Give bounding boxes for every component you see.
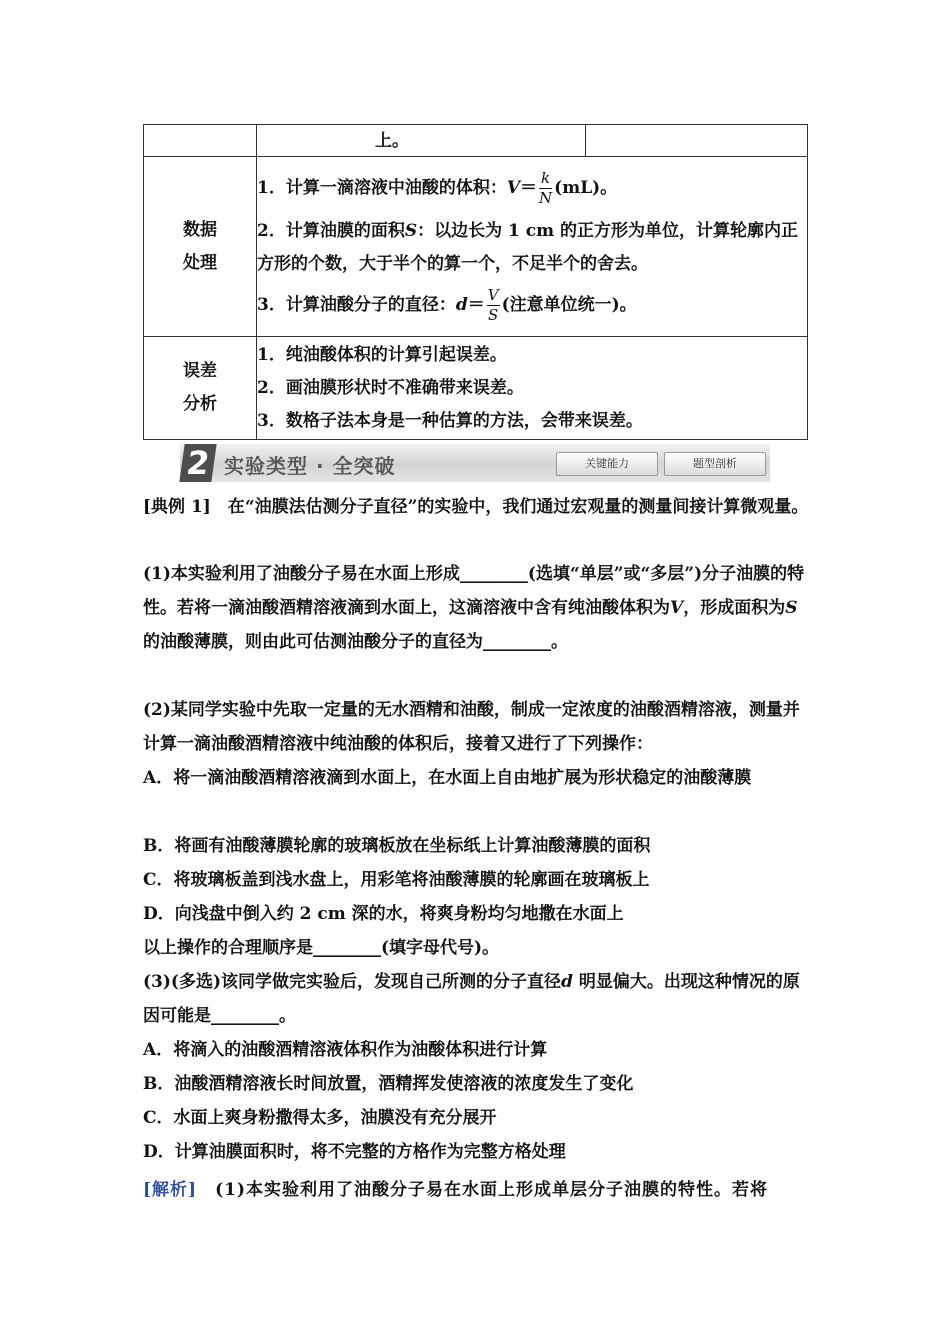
volume-fraction: $\frac{k}{N}$ [539,168,553,207]
table-top-left-cell [144,125,257,157]
q3-option-d: D．计算油膜面积时，将不完整的方格作为完整方格处理 [143,1142,566,1162]
example-intro: [典例 1] 在“油膜法估测分子直径”的实验中，我们通过宏观量的测量间接计算微观量。 [143,497,809,517]
table-top-right-cell [586,125,808,157]
error-analysis-header: 误差 分析 [144,337,257,440]
q2-option-d: D．向浅盘中倒入约 2 cm 深的水，将爽身粉均匀地撒在水面上 [143,904,624,924]
question-1: (1)本实验利用了油酸分子易在水面上形成________(选填“单层”或“多层”)分子油膜的特性。若将一滴油酸酒精溶液滴到水面上，这滴溶液中含有纯油酸体积为V，形成面积为S 的油酸薄膜，则由此可估测油酸分子的直径为________。 [143,564,805,652]
tag-key-ability: 关键能力 [556,452,658,476]
q3-option-b: B．油酸酒精溶液长时间放置，酒精挥发使溶液的浓度发生了变化 [143,1074,634,1094]
q2-option-b: B．将画有油酸薄膜轮廓的玻璃板放在坐标纸上计算油酸薄膜的面积 [143,836,651,856]
data-processing-content [257,157,808,337]
error-analysis-row [144,337,808,440]
data-item-2: 2．计算油膜的面积S：以边长为 1 cm 的正方形为单位，计算轮廓内正方形的个数，大于半个的算一个，不足半个的舍去。 [257,220,799,274]
question-2: (2)某同学实验中先取一定量的无水酒精和油酸，制成一定浓度的油酸酒精溶液，测量并计算一滴油酸酒精溶液中纯油酸的体积后，接着又进行了下列操作： [143,700,800,754]
summary-table [143,124,808,440]
question-3: (3)(多选)该同学做完实验后，发现自己所测的分子直径d 明显偏大。出现这种情况的原因可能是________。 [143,972,800,1026]
error-item: 3．数格子法本身是一种估算的方法，会带来误差。 [257,410,643,431]
table-top-row [144,125,808,157]
error-item: 1．纯油酸体积的计算引起误差。 [257,344,507,365]
section-title: 实验类型 · 全突破 [224,454,396,478]
error-item: 2．画油膜形状时不准确带来误差。 [257,377,524,398]
q2-option-c: C．将玻璃板盖到浅水盘上，用彩笔将油酸薄膜的轮廓画在玻璃板上 [143,870,650,890]
data-processing-header: 数据 处理 [144,157,257,337]
error-analysis-content [257,337,808,440]
analysis [143,1173,809,1207]
data-item-3: 3．计算油酸分子的直径：d＝ $\frac{V}{S}$ (注意单位统一)。 [257,285,637,324]
analysis-label: [解析] [143,1180,198,1200]
table-top-mid-cell [257,125,586,157]
data-item-1: 1．计算一滴溶液中油酸的体积：V＝ $\frac{k}{N}$ (mL)。 [257,168,618,207]
tag-question-analysis: 题型剖析 [664,452,766,476]
q3-option-c: C．水面上爽身粉撒得太多，油膜没有充分展开 [143,1108,497,1128]
q2-option-a: A．将一滴油酸酒精溶液滴到水面上，在水面上自由地扩展为形状稳定的油酸薄膜 [143,768,752,788]
q2-answer-line: 以上操作的合理顺序是________(填字母代号)。 [143,938,500,958]
diameter-fraction: $\frac{V}{S}$ [487,285,499,324]
top-row-text: 上。 [375,130,409,151]
analysis-text: (1)本实验利用了油酸分子易在水面上形成单层分子油膜的特性。若将 [197,1180,769,1200]
data-processing-row [144,157,808,337]
q3-option-a: A．将滴入的油酸酒精溶液体积作为油酸体积进行计算 [143,1040,548,1060]
section-banner [180,444,770,482]
section-number-badge: 2 [179,444,216,482]
